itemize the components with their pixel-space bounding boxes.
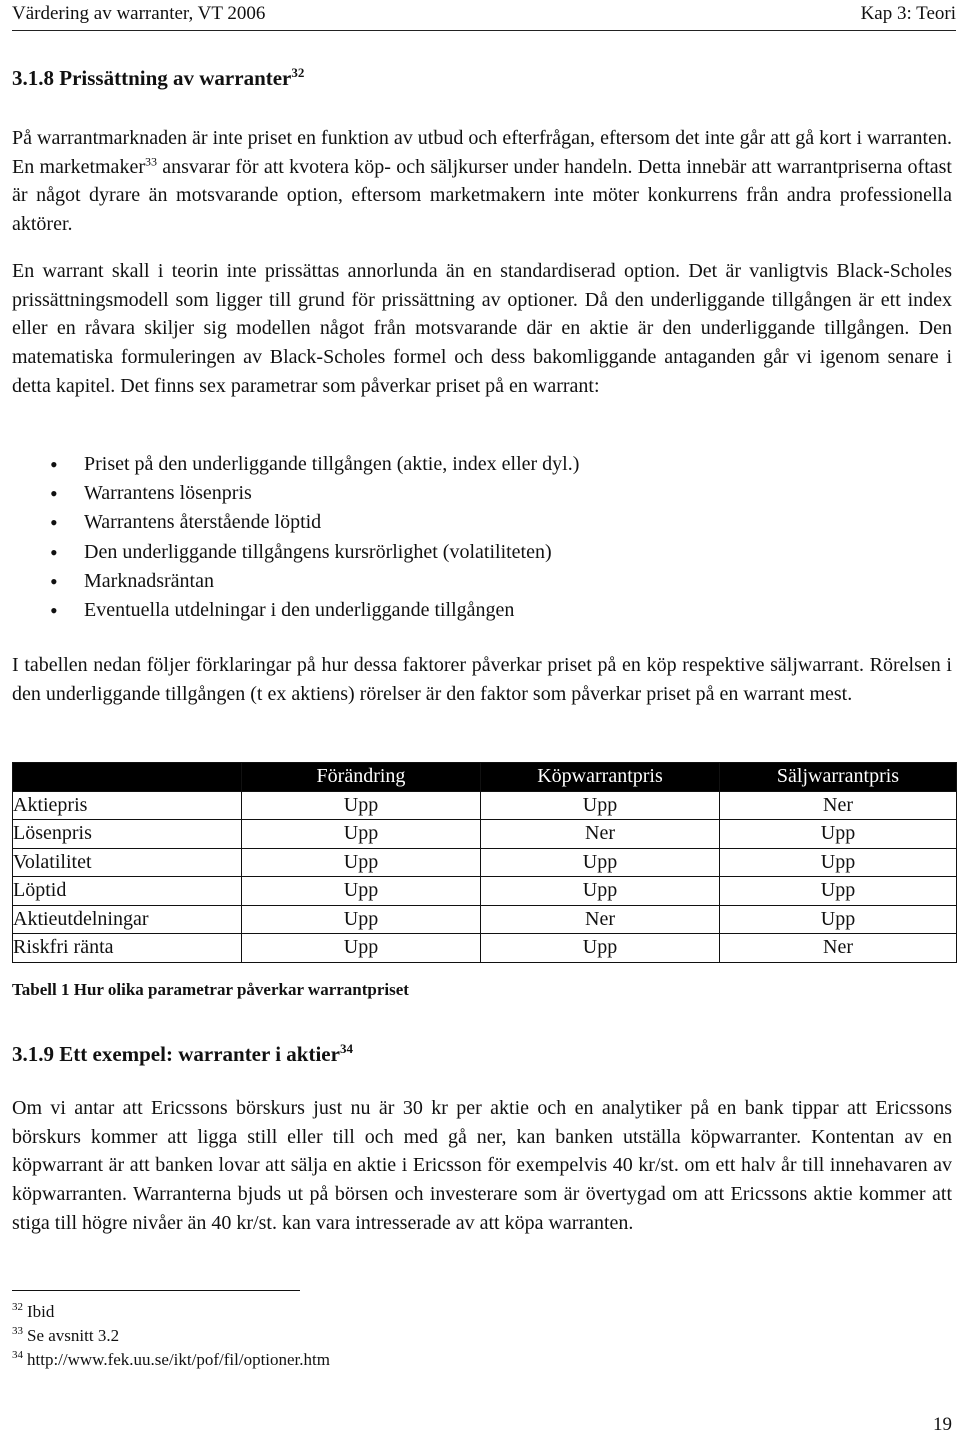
table-cell: Upp [481, 877, 720, 906]
table-cell: Ner [720, 791, 957, 820]
paragraph-1 [12, 124, 952, 239]
table-row [13, 877, 957, 906]
paragraph-2: En warrant skall i teorin inte prissättas annorlunda än en standardiserad option. Det är vanligtvis Black-Scholes prissättningsmodell som ligger till grund för prissättning av optioner. Då den underliggande tillgången är ett index eller en råvara skiljer sig modellen något från motsvarande där en aktie är den underliggande tillgången. Den matematiska formuleringen av Black-Scholes formel och dess bakomliggande antaganden går vi igenom senare i detta kapitel. Det finns sex parametrar som påverkar priset på en warrant: [12, 260, 952, 397]
footnotes [12, 1300, 330, 1372]
header-chapter: Kap 3: Teori [860, 3, 956, 24]
table-row-label: Aktieutdelningar [13, 905, 242, 934]
footnote-number: 33 [12, 1325, 23, 1338]
header-title: Värdering av warranter, VT 2006 [12, 3, 266, 24]
table-caption: Tabell 1 Hur olika parametrar påverkar warrantpriset [12, 980, 409, 999]
footnote-item [12, 1324, 330, 1348]
list-item: • Warrantens lösenpris [12, 479, 579, 508]
table-cell: Ner [481, 905, 720, 934]
footnote-ref-32: 32 [291, 65, 305, 80]
table-cell: Upp [242, 820, 481, 849]
table-cell: Upp [242, 791, 481, 820]
section-heading-text: 3.1.8 Prissättning av warranter [12, 66, 292, 90]
paragraph-1-part-b: ansvarar för att kvotera köp- och säljkurser under handeln. Detta innebär att warrantpriserna oftast är något dyrare än motsvarande option, eftersom marketmakern inte möter konkurrens från andra professionella aktörer. [12, 155, 952, 236]
list-item: • Den underliggande tillgångens kursrörlighet (volatiliteten) [12, 538, 579, 567]
table-cell: Ner [720, 934, 957, 963]
table-cell: Upp [242, 848, 481, 877]
table-cell: Upp [481, 934, 720, 963]
paragraph-4: Om vi antar att Ericssons börskurs just nu är 30 kr per aktie och en analytiker på en bank tippar att Ericssons börskurs kommer att ligga still eller till och med gå ner, kan banken utställa köpwarranter. Kontentan av en köpwarrant är att banken lovar att sälja en aktie i Ericsson för exempelvis 40 kr/st. om ett halv år till innehavaren av köpwarranten. Warranterna bjuds ut på börsen och investerare som är övertygad om att Ericssons aktie kommer att stiga till högre nivåer än 40 kr/st. kan vara intresserade av att köpa warranten. [12, 1097, 952, 1234]
table-header-cell: Säljwarrantpris [720, 763, 957, 792]
table-header-cell: Förändring [242, 763, 481, 792]
table-row-label: Volatilitet [13, 848, 242, 877]
table-cell: Upp [720, 905, 957, 934]
page-number: 19 [933, 1414, 952, 1435]
table-cell: Upp [720, 848, 957, 877]
table-cell: Upp [481, 848, 720, 877]
section-heading-3-1-8 [12, 66, 304, 91]
footnote-item [12, 1300, 330, 1324]
table-row [13, 848, 957, 877]
paragraph-1-part-a: På warrantmarknaden är inte priset en funktion av utbud och efterfrågan, eftersom det inte går att gå kort i warranten. En marketmaker [12, 127, 952, 178]
table-row-label: Löptid [13, 877, 242, 906]
table-cell: Upp [720, 877, 957, 906]
footnote-item [12, 1348, 330, 1372]
table-cell: Upp [242, 934, 481, 963]
table-row-label: Aktiepris [13, 791, 242, 820]
paragraph-3: I tabellen nedan följer förklaringar på hur dessa faktorer påverkar priset på en köp respektive säljwarrant. Rörelsen i den underliggande tillgången (t ex aktiens) rörelser är den faktor som påverkar priset på en warrant mest. [12, 654, 952, 705]
table-row-label: Riskfri ränta [13, 934, 242, 963]
list-item: • Warrantens återstående löptid [12, 508, 579, 537]
parameter-list [12, 450, 579, 625]
table-cell: Upp [720, 820, 957, 849]
table-cell: Upp [481, 791, 720, 820]
running-header [12, 2, 956, 31]
footnote-number: 34 [12, 1349, 23, 1362]
table-header-cell [13, 763, 242, 792]
table-row [13, 905, 957, 934]
list-item: • Marknadsräntan [12, 567, 579, 596]
list-item: • Eventuella utdelningar i den underliggande tillgången [12, 596, 579, 625]
table-row [13, 820, 957, 849]
table-header-cell: Köpwarrantpris [481, 763, 720, 792]
table-row-label: Lösenpris [13, 820, 242, 849]
footnote-text: Se avsnitt 3.2 [27, 1326, 120, 1345]
section-heading-text: 3.1.9 Ett exempel: warranter i aktier [12, 1042, 340, 1066]
footnote-ref-33: 33 [144, 154, 157, 169]
footnote-text: Ibid [27, 1302, 55, 1321]
table-header-row [13, 763, 957, 792]
footnote-divider [12, 1290, 300, 1291]
footnote-ref-34: 34 [339, 1041, 353, 1056]
list-item: • Priset på den underliggande tillgången (aktie, index eller dyl.) [12, 450, 579, 479]
table-row [13, 934, 957, 963]
parameter-table [12, 762, 957, 963]
table-row [13, 791, 957, 820]
table-cell: Ner [481, 820, 720, 849]
table-cell: Upp [242, 905, 481, 934]
table-cell: Upp [242, 877, 481, 906]
section-heading-3-1-9 [12, 1042, 353, 1067]
footnote-number: 32 [12, 1301, 23, 1314]
footnote-link[interactable]: http://www.fek.uu.se/ikt/pof/fil/optioner.htm [27, 1350, 330, 1369]
